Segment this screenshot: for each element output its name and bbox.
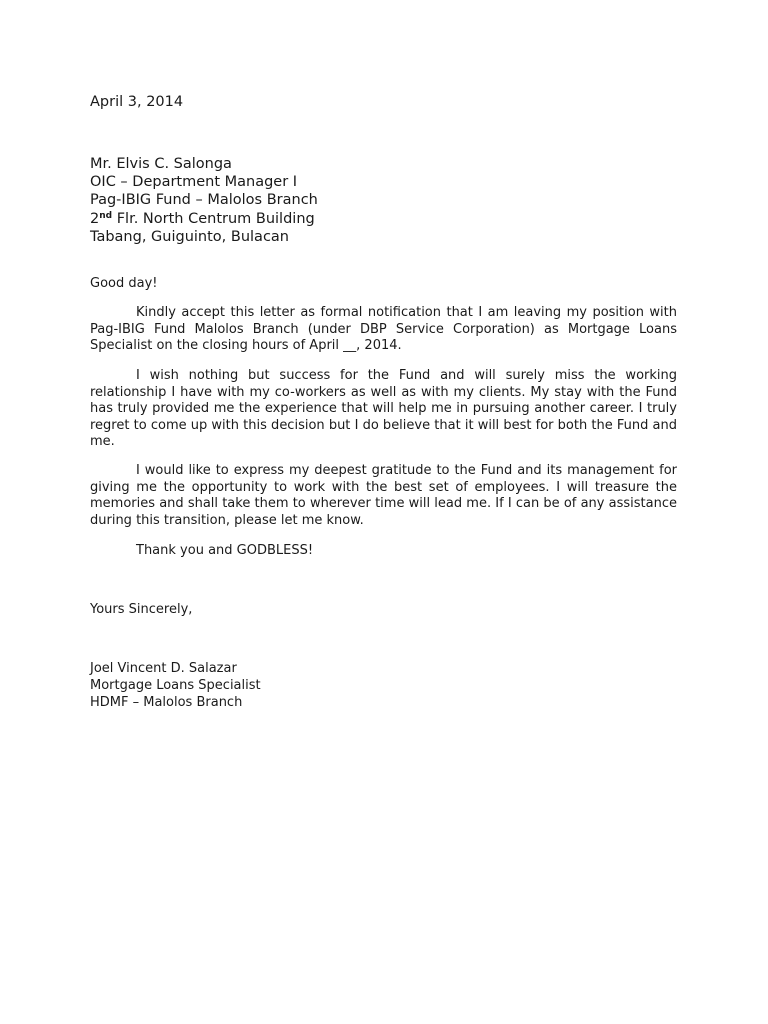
floor-suffix: nd: [99, 210, 113, 221]
floor-number: 2: [90, 210, 100, 227]
recipient-position: OIC – Department Manager I: [90, 174, 298, 191]
body-paragraph: I wish nothing but success for the Fund and will surely miss the working relationship I have with my co-workers as well as with my clients. My stay with the Fund has truly provided me the experience that will help me in pursuing another career. I truly regret to come up with this decision but I do believe that it will best for both the Fund and me.: [90, 368, 677, 449]
body-paragraph: Kindly accept this letter as formal notification that I am leaving my position with Pag-IBIG Fund Malolos Branch (under DBP Service Corporation) as Mortgage Loans Specialist on the closing hours of April __, 2014.: [90, 305, 677, 353]
building-name: Flr. North Centrum Building: [112, 210, 315, 227]
signer-name: Joel Vincent D. Salazar: [90, 661, 237, 676]
recipient-name: Mr. Elvis C. Salonga: [90, 156, 232, 172]
recipient-office: Pag-IBIG Fund – Malolos Branch: [90, 192, 318, 209]
recipient-address: [90, 155, 318, 246]
greeting: Good day!: [90, 276, 158, 291]
signature-block: [90, 660, 261, 711]
body-paragraph: I would like to express my deepest gratitude to the Fund and its management for giving me the opportunity to work with the best set of employees. I will treasure the memories and shall take them to wherever time will lead me. If I can be of any assistance during this transition, please let me know.: [90, 463, 677, 528]
letter-date: April 3, 2014: [90, 94, 184, 110]
thanks-line: Thank you and GODBLESS!: [136, 543, 314, 558]
recipient-city: Tabang, Guiguinto, Bulacan: [90, 228, 289, 245]
recipient-building: [90, 210, 318, 228]
closing-line: Yours Sincerely,: [90, 602, 193, 617]
signer-office: HDMF – Malolos Branch: [90, 695, 243, 710]
signer-title: Mortgage Loans Specialist: [90, 678, 261, 693]
